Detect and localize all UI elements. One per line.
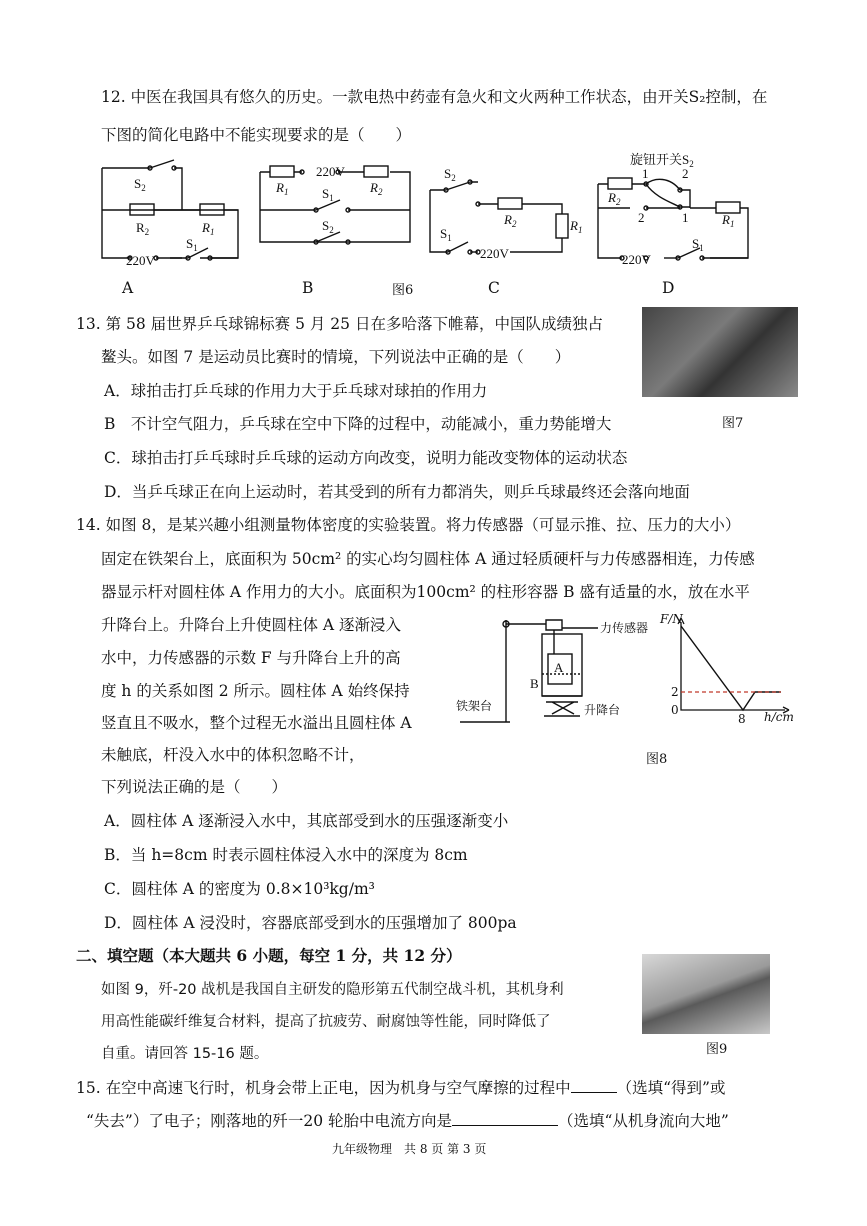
q15-line2-b: （选填“从机身流向大地” [558,1112,729,1130]
q14-line2: 固定在铁架台上，底面积为 50cm² 的实心均匀圆柱体 A 通过轻质硬杆与力传感器相连，力传感 [101,550,755,568]
fig9-photo [642,954,770,1034]
label-c-s2: $S_2$ [444,166,456,183]
fig8-caption: 图8 [646,752,668,767]
label-d-n2a: 2 [682,166,689,181]
fig9-caption: 图9 [706,1042,728,1057]
label-container-b: B [530,676,539,691]
q14-line5: 水中，力传感器的示数 F 与升降台上升的高 [101,649,401,667]
label-lift: 升降台 [584,703,621,717]
q14-option-b: B．当 h=8cm 时表示圆柱体浸入水中的深度为 8cm [104,846,468,864]
circuit-a [102,160,238,260]
option-a-label: A [122,279,134,297]
q13-option-a: A．球拍击打乒乓球的作用力大于乒乓球对球拍的作用力 [104,382,488,400]
section2-intro-1: 如图 9，歼-20 战机是我国自主研发的隐形第五代制空战斗机，其机身利 [101,982,564,998]
q14-line1: 14. 如图 8，是某兴趣小组测量物体密度的实验装置。将力传感器（可显示推、拉、压力的大小） [76,516,741,534]
q15-line2 [86,1111,729,1131]
q14-option-d: D．圆柱体 A 浸没时，容器底部受到水的压强增加了 800pa [104,914,517,932]
option-b-label: B [302,279,314,297]
option-d-label: D [662,279,675,297]
label-c-r2: $R_2$ [504,212,517,229]
label-d-n1a: 1 [642,166,649,181]
q15-line2-a: “失去”）了电子；刚落地的歼一20 轮胎中电流方向是 [86,1112,452,1130]
q12-line1: 12. 中医在我国具有悠久的历史。一款电热中药壶有急火和文火两种工作状态，由开关S₂控制，在 [101,88,768,106]
q14-line6: 度 h 的关系如图 2 所示。圆柱体 A 始终保持 [101,682,410,700]
label-b-s1: $S_1$ [322,186,334,203]
graph-x-tick: 8 [738,712,746,726]
label-d-knob: 旋钮开关$S_2$ [630,152,694,169]
section2-intro-3: 自重。请回答 15-16 题。 [101,1046,269,1062]
label-c-220v: 220V [480,246,509,261]
q13-line1: 13. 第 58 届世界乒乓球锦标赛 5 月 25 日在多哈落下帷幕，中国队成绩独占 [76,315,603,333]
page-footer: 九年级物理 共 8 页 第 3 页 [332,1142,487,1156]
label-a-s1: $S_1$ [186,236,198,253]
label-b-r1: $R_1$ [276,180,289,197]
q14-line8: 未触底，杆没入水中的体积忽略不计， [101,746,365,764]
graph-xlabel-text: h/cm [764,710,794,724]
q15-blank-2[interactable] [452,1111,558,1126]
q14-line9: 下列说法正确的是（ ） [101,778,288,796]
q13-line2: 鳌头。如图 7 是运动员比赛时的情境，下列说法中正确的是（ ） [101,348,571,366]
label-b-r2: $R_2$ [370,180,383,197]
q14-line7: 竖直且不吸水，整个过程无水溢出且圆柱体 A [101,714,412,732]
label-d-n1b: 1 [682,210,689,225]
label-a-s2: $S_2$ [134,176,146,193]
label-cylinder-a: A [554,660,564,675]
fig8-apparatus [448,610,648,735]
label-b-s2: $S_2$ [322,218,334,235]
label-c-r1: $R_1$ [570,218,583,235]
fig7-caption: 图7 [722,416,744,431]
q12-circuit-diagrams [90,152,810,297]
label-c-s1: $S_1$ [440,226,452,243]
q15-line1-a: 15. 在空中高速飞行时，机身会带上正电，因为机身与空气摩擦的过程中 [76,1079,571,1097]
q14-line3: 器显示杆对圆柱体 A 作用力的大小。底面积为100cm² 的柱形容器 B 盛有适量的水，放在水平 [101,583,750,601]
q14-option-a: A．圆柱体 A 逐渐浸入水中，其底部受到水的压强逐渐变小 [104,812,509,830]
section2-heading: 二、填空题（本大题共 6 小题，每空 1 分，共 12 分） [76,946,462,965]
q12-line2: 下图的简化电路中不能实现要求的是（ ） [101,126,412,144]
q15-line1-b: （选填“得到”或 [616,1079,726,1097]
option-c-label: C [488,279,500,297]
label-a-r1: $R_1$ [202,220,215,237]
q14-option-c: C．圆柱体 A 的密度为 0.8×10³kg/m³ [104,880,375,898]
graph-ylabel-text: F/N [660,612,683,626]
q13-option-c: C．球拍击打乒乓球时乒乓球的运动方向改变，说明力能改变物体的运动状态 [104,449,628,467]
label-d-220v: 220V [622,252,651,267]
label-d-s1: $S_1$ [692,236,704,253]
label-sensor: 力传感器 [600,621,648,635]
label-stand: 铁架台 [456,699,493,713]
q13-option-b: B 不计空气阻力，乒乓球在空中下降的过程中，动能减小，重力势能增大 [104,415,612,433]
section2-intro-2: 用高性能碳纤维复合材料，提高了抗疲劳、耐腐蚀等性能，同时降低了 [101,1014,551,1030]
q15-blank-1[interactable] [571,1078,617,1093]
graph-origin: 0 [671,703,679,717]
label-a-r2: $R_2$ [136,220,150,237]
graph-y-tick: 2 [671,685,679,699]
label-d-n2b: 2 [638,210,645,225]
q15-line1 [76,1078,725,1098]
label-a-220v: 220V [126,253,155,268]
q14-line4: 升降台上。升降台上升使圆柱体 A 逐渐浸入 [101,616,402,634]
q13-option-d: D．当乒乓球正在向上运动时，若其受到的所有力都消失，则乒乓球最终还会落向地面 [104,483,690,501]
label-b-220v: 220V [316,164,345,179]
fig6-caption: 图6 [392,283,414,298]
label-d-r1: $R_1$ [722,212,735,229]
label-d-r2: $R_2$ [608,190,621,207]
fig7-photo [642,307,798,397]
